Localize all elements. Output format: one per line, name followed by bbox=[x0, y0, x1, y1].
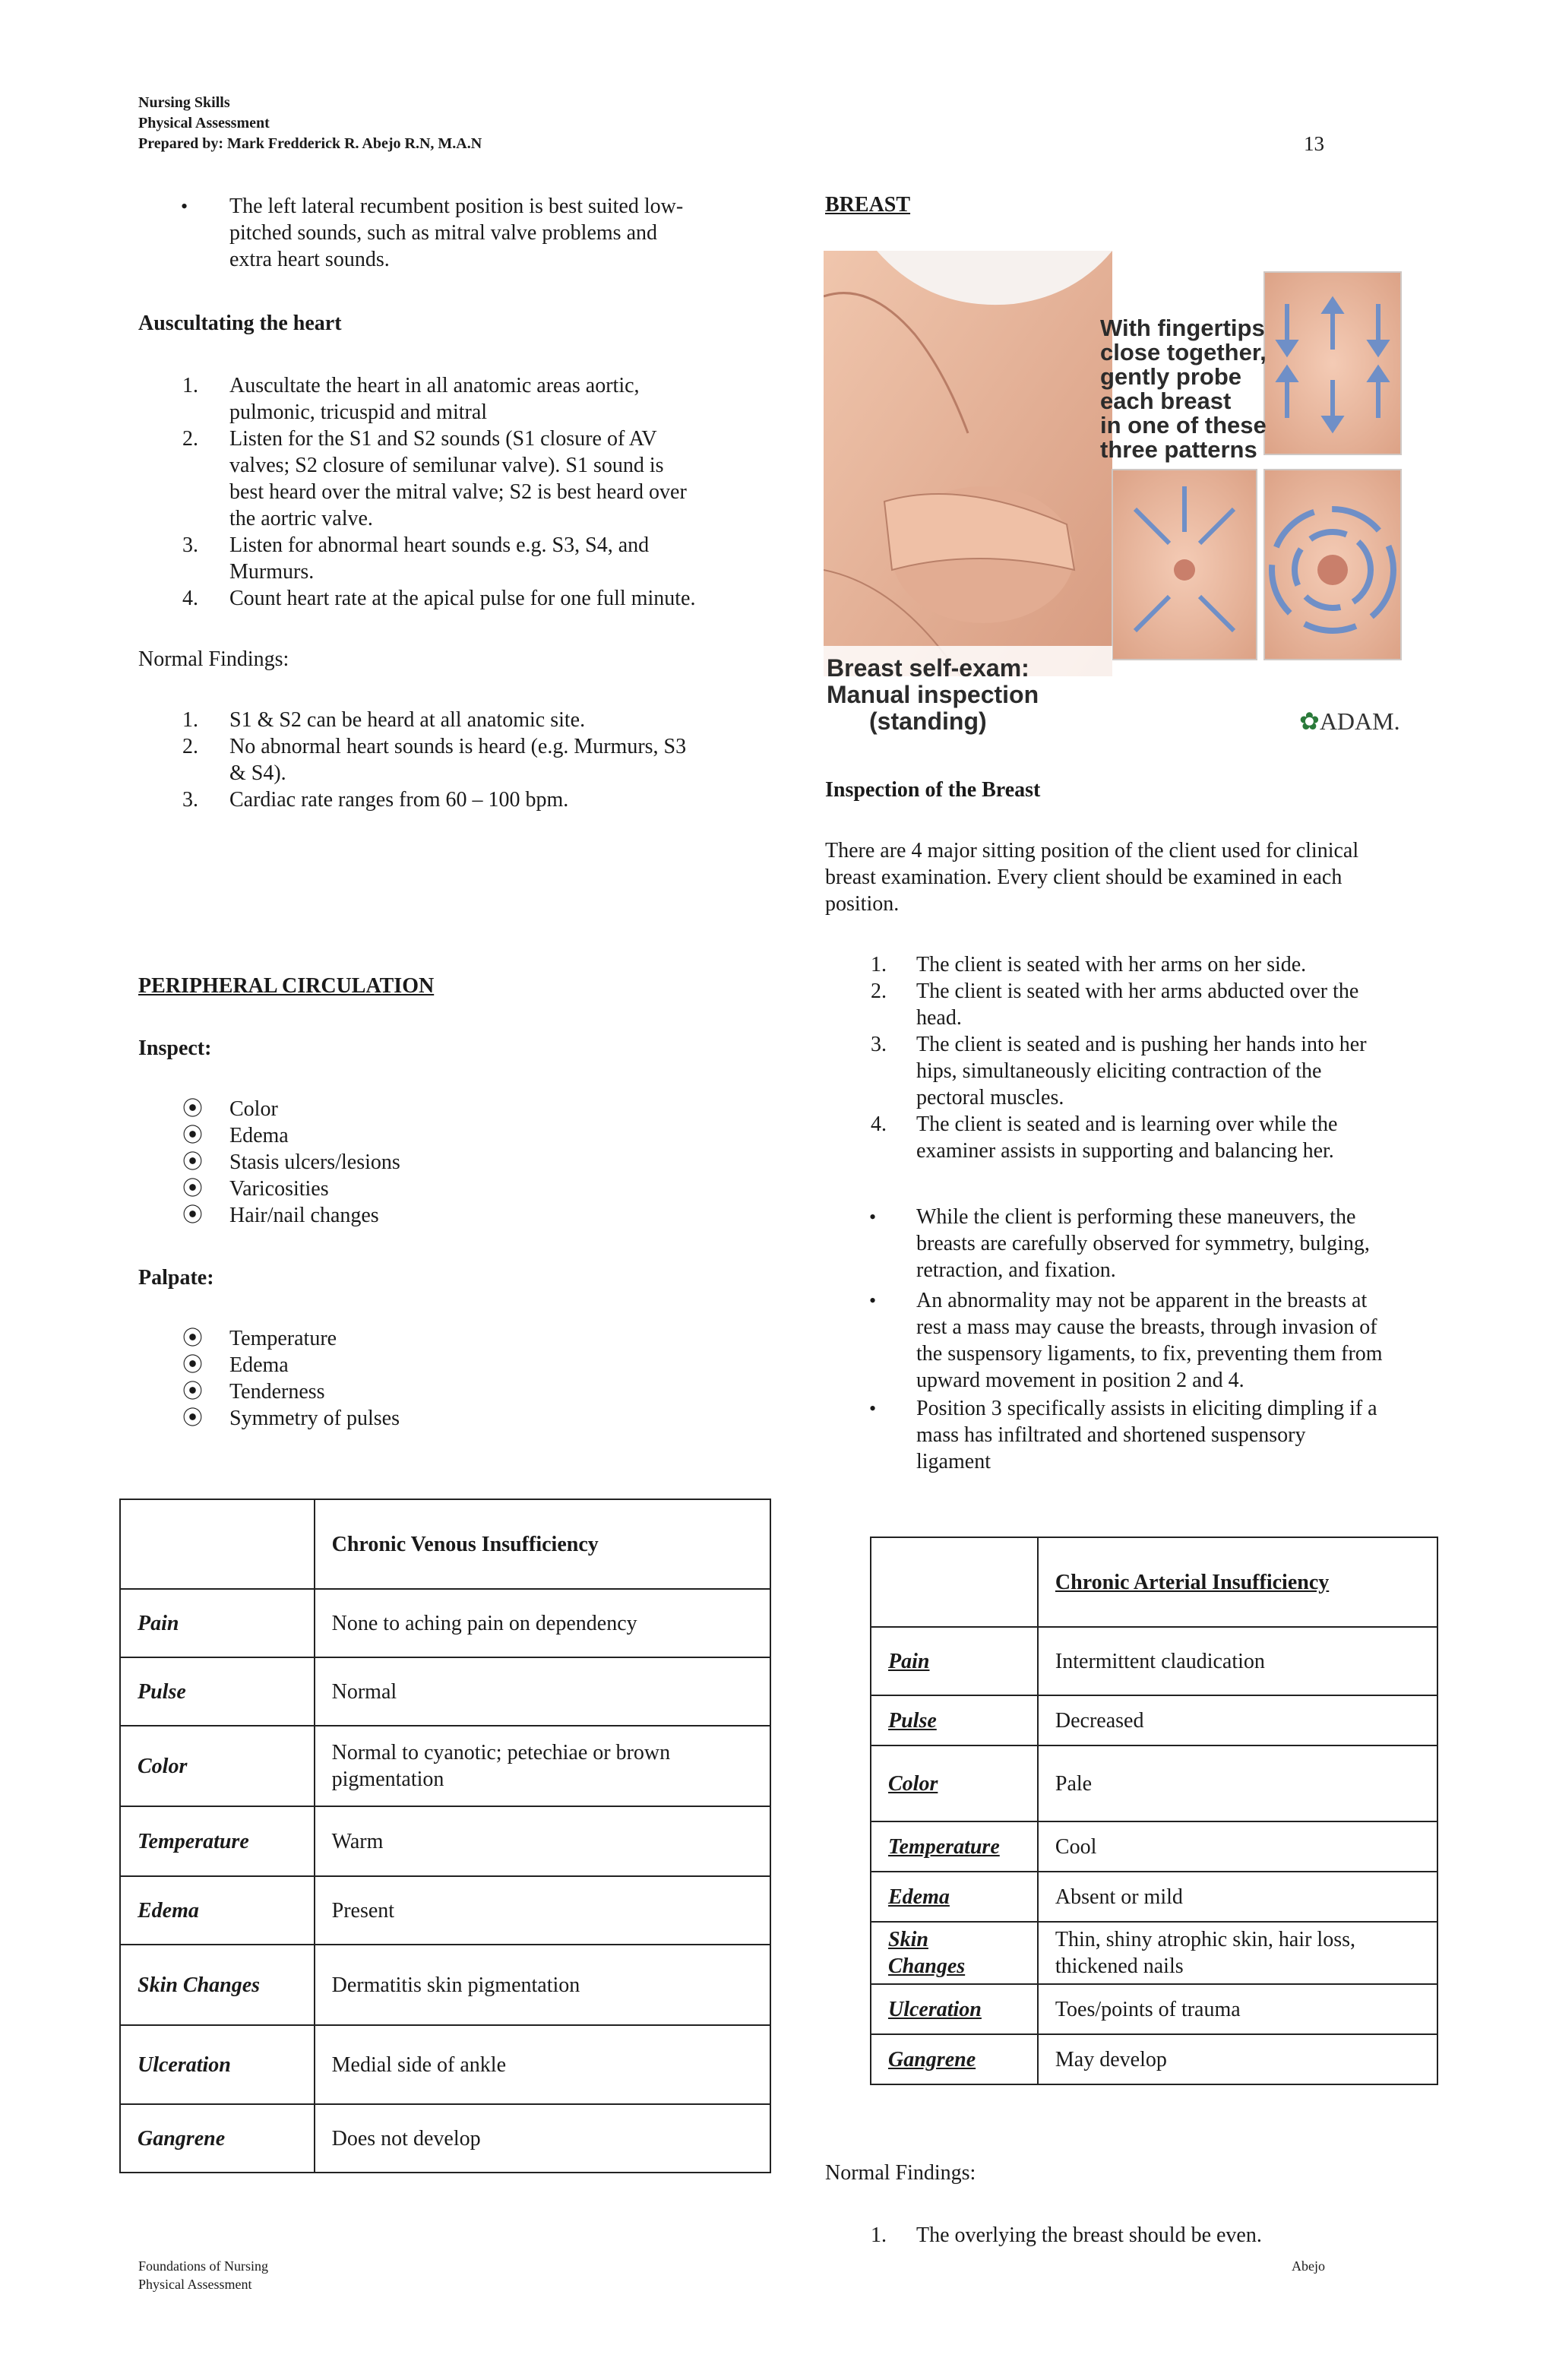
figure-caption: Breast self-exam: Manual inspection (standing) bbox=[827, 654, 1039, 735]
list-item: While the client is performing these maneuvers, the breasts are carefully observed for symmetry, bulging, retraction, and fixation. bbox=[916, 1205, 1370, 1282]
table-row bbox=[871, 1695, 1437, 1745]
list-number: 1. bbox=[871, 953, 887, 976]
row-value: Does not develop bbox=[315, 2104, 770, 2173]
table-header-row bbox=[871, 1537, 1437, 1627]
target-bullet-icon: ⦿ bbox=[182, 1380, 203, 1403]
list-number: 3. bbox=[871, 1033, 887, 1056]
arterial-table-title: Chronic Arterial Insufficiency bbox=[1038, 1537, 1437, 1627]
list-number: 4. bbox=[871, 1112, 887, 1136]
target-bullet-icon: ⦿ bbox=[182, 1150, 203, 1173]
list-item: An abnormality may not be apparent in the breasts at rest a mass may cause the breasts, through invasion of the suspensory ligaments, to fix, preventing them from upward movement in position 2 and 4. bbox=[916, 1289, 1383, 1392]
list-item: Cardiac rate ranges from 60 – 100 bpm. bbox=[229, 788, 569, 812]
peripheral-circulation-heading: PERIPHERAL CIRCULATION bbox=[138, 974, 435, 998]
table-row bbox=[871, 1745, 1437, 1821]
table-row bbox=[871, 1627, 1437, 1695]
row-value: Present bbox=[315, 1876, 770, 1945]
list-number: 3. bbox=[182, 533, 198, 557]
normal-findings-label: Normal Findings: bbox=[138, 647, 289, 671]
list-number: 4. bbox=[182, 587, 198, 610]
leaf-icon: ✿ bbox=[1299, 707, 1320, 735]
row-label: Color bbox=[871, 1745, 1038, 1821]
table-row bbox=[871, 1821, 1437, 1872]
row-value: Intermittent claudication bbox=[1038, 1627, 1437, 1695]
row-label: Pulse bbox=[120, 1657, 315, 1726]
page-number: 13 bbox=[1304, 132, 1324, 155]
row-value: Dermatitis skin pigmentation bbox=[315, 1945, 770, 2025]
list-number: 2. bbox=[182, 735, 198, 758]
adam-logo: ✿ADAM. bbox=[1299, 707, 1400, 735]
row-value: Cool bbox=[1038, 1821, 1437, 1872]
inspection-paragraph: There are 4 major sitting position of the client used for clinical breast examination. Every client should be examined in each position. bbox=[825, 839, 1359, 916]
list-item: The client is seated and is pushing her hands into her hips, simultaneously eliciting contraction of the pectoral muscles. bbox=[916, 1033, 1367, 1109]
list-item: Color bbox=[229, 1097, 278, 1121]
row-value: Normal bbox=[315, 1657, 770, 1726]
list-number: 2. bbox=[182, 427, 198, 451]
table-row bbox=[120, 1876, 770, 1945]
table-row bbox=[120, 1589, 770, 1657]
breast-exam-figure bbox=[824, 251, 1416, 745]
intro-bullet-text: The left lateral recumbent position is best suited low- pitched sounds, such as mitral valve problems and extra heart sounds. bbox=[229, 195, 684, 271]
list-item: Edema bbox=[229, 1353, 289, 1377]
row-label: Color bbox=[120, 1726, 315, 1806]
header-author: Prepared by: Mark Fredderick R. Abejo R.N, M.A.N bbox=[138, 135, 482, 152]
list-number: 3. bbox=[182, 788, 198, 812]
bullet-glyph: • bbox=[181, 195, 188, 217]
list-item: Count heart rate at the apical pulse for one full minute. bbox=[229, 587, 696, 610]
list-item: Temperature bbox=[229, 1327, 337, 1350]
target-bullet-icon: ⦿ bbox=[182, 1353, 203, 1376]
table-row bbox=[871, 1872, 1437, 1922]
table-corner-cell bbox=[120, 1499, 315, 1589]
nipple-dot bbox=[1174, 559, 1195, 581]
table-row bbox=[120, 1945, 770, 2025]
target-bullet-icon: ⦿ bbox=[182, 1204, 203, 1226]
list-number: 2. bbox=[871, 980, 887, 1003]
list-item: Listen for the S1 and S2 sounds (S1 closure of AV valves; S2 closure of semilunar valve). S1 sound is best heard over the mitral valve; S2 is best heard over the aortric valve. bbox=[229, 427, 687, 530]
bullet-glyph: • bbox=[869, 1397, 877, 1419]
table-row bbox=[120, 1806, 770, 1876]
venous-insufficiency-table bbox=[119, 1499, 771, 2173]
list-item: Hair/nail changes bbox=[229, 1204, 379, 1227]
row-value: May develop bbox=[1038, 2034, 1437, 2084]
row-value: Medial side of ankle bbox=[315, 2025, 770, 2104]
table-corner-cell bbox=[871, 1537, 1038, 1627]
row-label: Temperature bbox=[871, 1821, 1038, 1872]
list-item: Varicosities bbox=[229, 1177, 329, 1201]
list-item: The client is seated with her arms on her side. bbox=[916, 953, 1307, 976]
row-label: Temperature bbox=[120, 1806, 315, 1876]
target-bullet-icon: ⦿ bbox=[182, 1407, 203, 1429]
row-value: Decreased bbox=[1038, 1695, 1437, 1745]
table-row bbox=[120, 1657, 770, 1726]
row-label: Edema bbox=[871, 1872, 1038, 1922]
row-label: Pain bbox=[871, 1627, 1038, 1695]
table-row bbox=[120, 2104, 770, 2173]
list-item: No abnormal heart sounds is heard (e.g. Murmurs, S3 & S4). bbox=[229, 735, 687, 785]
list-item: Auscultate the heart in all anatomic areas aortic, pulmonic, tricuspid and mitral bbox=[229, 374, 640, 424]
table-row bbox=[120, 2025, 770, 2104]
row-value: Warm bbox=[315, 1806, 770, 1876]
row-label: Gangrene bbox=[871, 2034, 1038, 2084]
row-label: Skin Changes bbox=[120, 1945, 315, 2025]
list-item: The client is seated and is learning over while the examiner assists in supporting and balancing her. bbox=[916, 1112, 1338, 1163]
row-value: Thin, shiny atrophic skin, hair loss, thickened nails bbox=[1038, 1922, 1437, 1984]
list-item: Edema bbox=[229, 1124, 289, 1147]
table-row bbox=[871, 1984, 1437, 2034]
row-label: Pain bbox=[120, 1589, 315, 1657]
areola-dot bbox=[1317, 555, 1348, 585]
list-item: The client is seated with her arms abducted over the head. bbox=[916, 980, 1359, 1030]
palpate-label: Palpate: bbox=[138, 1266, 214, 1290]
inspection-heading: Inspection of the Breast bbox=[825, 778, 1041, 802]
bullet-glyph: • bbox=[869, 1206, 877, 1228]
list-item: Stasis ulcers/lesions bbox=[229, 1150, 400, 1174]
list-item: Tenderness bbox=[229, 1380, 325, 1404]
target-bullet-icon: ⦿ bbox=[182, 1177, 203, 1200]
callout-text: With fingertips close together, gently probe each breast in one of these three patterns bbox=[1100, 315, 1267, 463]
row-value: None to aching pain on dependency bbox=[315, 1589, 770, 1657]
table-header-row bbox=[120, 1499, 770, 1589]
row-label: Skin Changes bbox=[871, 1922, 1038, 1984]
bullet-glyph: • bbox=[869, 1290, 877, 1312]
list-item: Listen for abnormal heart sounds e.g. S3, S4, and Murmurs. bbox=[229, 533, 650, 584]
list-item: Position 3 specifically assists in eliciting dimpling if a mass has infiltrated and shortened suspensory ligament bbox=[916, 1397, 1377, 1473]
header-topic: Physical Assessment bbox=[138, 115, 270, 131]
breast-normal-findings-label: Normal Findings: bbox=[825, 2161, 976, 2185]
target-bullet-icon: ⦿ bbox=[182, 1327, 203, 1350]
row-label: Ulceration bbox=[120, 2025, 315, 2104]
inspect-label: Inspect: bbox=[138, 1037, 212, 1060]
list-item: Symmetry of pulses bbox=[229, 1407, 400, 1430]
table-row bbox=[120, 1726, 770, 1806]
venous-table-title: Chronic Venous Insufficiency bbox=[315, 1499, 770, 1589]
arterial-insufficiency-table bbox=[870, 1537, 1438, 2085]
table-row bbox=[871, 2034, 1437, 2084]
breast-heading: BREAST bbox=[825, 193, 911, 217]
row-value: Absent or mild bbox=[1038, 1872, 1437, 1922]
auscultating-heading: Auscultating the heart bbox=[138, 312, 342, 335]
row-value: Normal to cyanotic; petechiae or brown pigmentation bbox=[315, 1726, 770, 1806]
list-number: 1. bbox=[871, 2223, 887, 2247]
row-label: Edema bbox=[120, 1876, 315, 1945]
list-item: The overlying the breast should be even. bbox=[916, 2223, 1262, 2247]
target-bullet-icon: ⦿ bbox=[182, 1097, 203, 1120]
row-label: Ulceration bbox=[871, 1984, 1038, 2034]
page-footer-right: Abejo bbox=[1292, 2258, 1325, 2274]
table-row bbox=[871, 1922, 1437, 1984]
list-item: S1 & S2 can be heard at all anatomic site. bbox=[229, 708, 586, 732]
page-footer-left: Foundations of Nursing Physical Assessment bbox=[138, 2258, 268, 2292]
list-number: 1. bbox=[182, 374, 198, 397]
row-label: Gangrene bbox=[120, 2104, 315, 2173]
row-value: Pale bbox=[1038, 1745, 1437, 1821]
header-course: Nursing Skills bbox=[138, 94, 230, 111]
row-label: Pulse bbox=[871, 1695, 1038, 1745]
list-number: 1. bbox=[182, 708, 198, 732]
row-value: Toes/points of trauma bbox=[1038, 1984, 1437, 2034]
target-bullet-icon: ⦿ bbox=[182, 1124, 203, 1147]
